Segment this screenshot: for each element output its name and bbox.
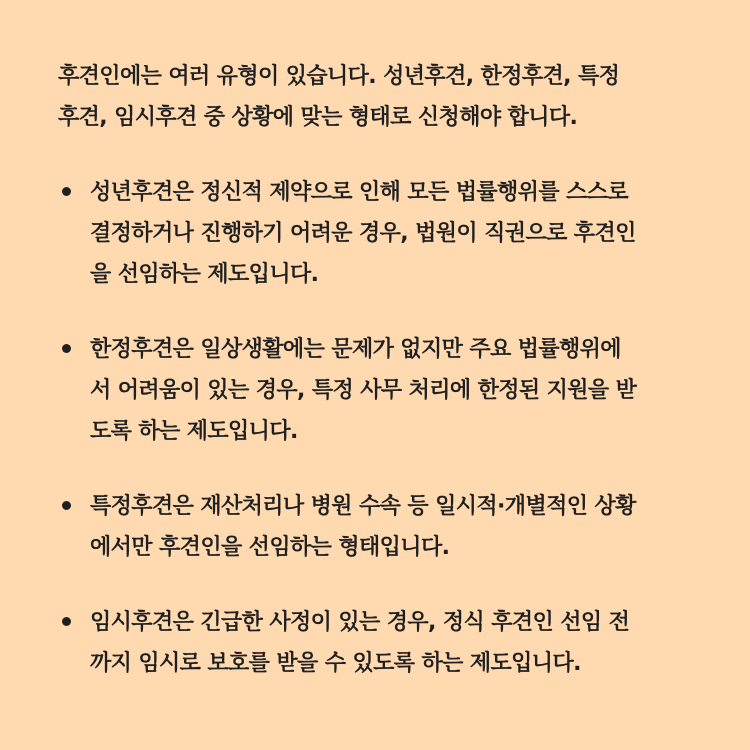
list-item-limited-guardianship — [58, 329, 698, 452]
guardianship-type-list — [58, 172, 698, 684]
bullet-icon — [62, 501, 71, 510]
item-line: 성년후견은 정신적 제약으로 인해 모든 법률행위를 스스로 — [90, 180, 629, 205]
item-line: 임시후견은 긴급한 사정이 있는 경우, 정식 후견인 선임 전 — [90, 610, 630, 635]
item-line: 서 어려움이 있는 경우, 특정 사무 처리에 한정된 지원을 받 — [90, 378, 637, 403]
intro-line: 후견, 임시후견 중 상황에 맞는 형태로 신청해야 합니다. — [58, 105, 578, 130]
item-line: 도록 하는 제도입니다. — [90, 419, 298, 444]
item-line: 을 선임하는 제도입니다. — [90, 262, 319, 287]
bullet-icon — [62, 344, 71, 353]
intro-paragraph — [58, 56, 698, 138]
bullet-icon — [62, 617, 71, 626]
item-line: 까지 임시로 보호를 받을 수 있도록 하는 제도입니다. — [90, 651, 581, 676]
item-line: 특정후견은 재산처리나 병원 수속 등 일시적·개별적인 상황 — [90, 494, 636, 519]
list-item-adult-guardianship — [58, 172, 698, 295]
list-item-temporary-guardianship — [58, 602, 698, 684]
item-line: 결정하거나 진행하기 어려운 경우, 법원이 직권으로 후견인 — [90, 221, 636, 246]
item-line: 에서만 후견인을 선임하는 형태입니다. — [90, 535, 450, 560]
list-item-specific-guardianship — [58, 486, 698, 568]
item-line: 한정후견은 일상생활에는 문제가 없지만 주요 법률행위에 — [90, 337, 621, 362]
intro-line: 후견인에는 여러 유형이 있습니다. 성년후견, 한정후견, 특정 — [58, 64, 620, 89]
bullet-icon — [62, 187, 71, 196]
